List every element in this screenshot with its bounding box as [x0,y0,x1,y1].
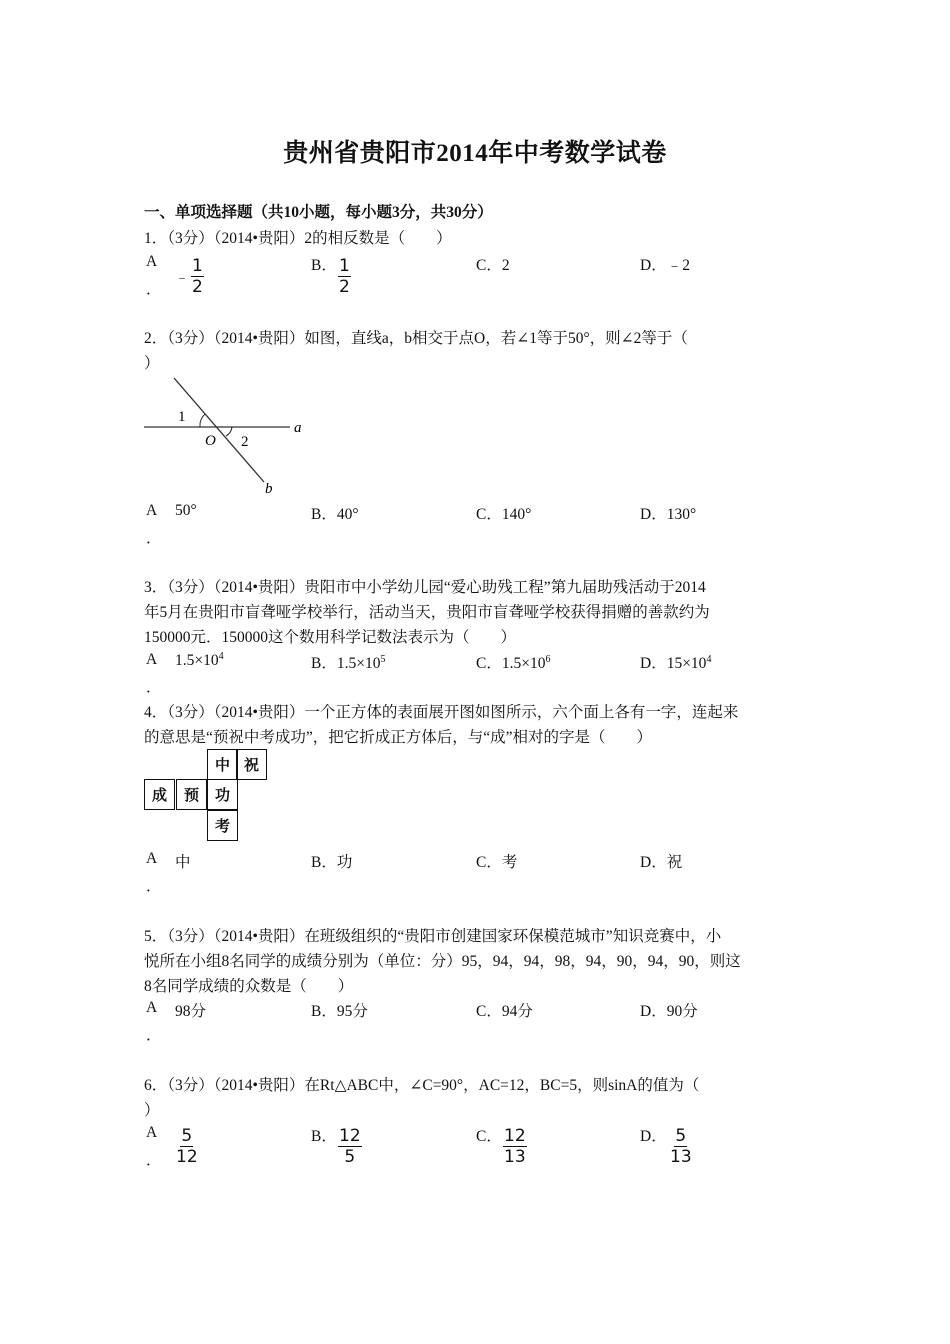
q4-option-d: D．祝 [640,854,683,871]
q6-stem-line2: ） [144,1102,160,1119]
q1-option-c: C．2 [476,257,510,274]
q1-stem: 1．（3分）（2014•贵阳）2的相反数是（ ） [144,230,452,247]
q1-option-a-label: A [146,253,158,270]
point-o-label: O [205,433,216,449]
q4-option-c: C．考 [476,854,518,871]
net-cell-kao: 考 [207,810,238,841]
q6-option-b-label: B． [311,1128,337,1145]
numerator: 5 [675,1126,687,1146]
q2-option-c: C．140° [476,506,532,523]
q3-stem-line2: 年5月在贵阳市盲聋哑学校举行，活动当天，贵阳市盲聋哑学校获得捐赠的善款约为 [144,604,710,621]
fraction [175,1126,199,1167]
denominator: 2 [192,277,203,297]
q1-option-d: D．﹣2 [640,257,690,274]
q5-option-b: B．95分 [311,1003,368,1020]
q3-option-a [175,651,224,670]
q4-option-a: 中 [175,854,191,871]
net-cell-yu: 预 [176,779,207,810]
base: B．1.5×10 [311,655,381,672]
q1-option-a [175,256,204,297]
q5-stem-line1: 5．（3分）（2014•贵阳）在班级组织的“贵阳市创建国家环保模范城市”知识竞赛中，小 [144,928,722,945]
numerator: 12 [339,1126,361,1146]
numerator: 1 [339,256,350,276]
denominator: 2 [339,277,350,297]
q6-stem-line1: 6．（3分）（2014•贵阳）在Rt△ABC中，∠C=90°，AC=12，BC=5，则sinA的值为（ [144,1077,700,1094]
intersecting-lines-figure [142,372,312,497]
fraction [338,1126,362,1167]
q3-option-a-label: A [146,651,158,668]
denominator: 13 [670,1147,692,1167]
q6-option-d-label: D． [640,1128,667,1145]
q1-option-b [338,256,351,297]
q6-option-c-label: C． [476,1128,502,1145]
net-cell-zhu: 祝 [236,749,267,780]
base: C．1.5×10 [476,655,546,672]
exponent: 4 [218,651,224,662]
q6-option-d [669,1126,693,1167]
q4-stem-line1: 4．（3分）（2014•贵阳）一个正方体的表面展开图如图所示，六个面上各有一字，连起来 [144,704,739,721]
numerator: 5 [181,1126,193,1146]
q4-stem-line2: 的意思是“预祝中考成功”，把它折成正方体后，与“成”相对的字是（ ） [144,729,653,746]
exponent: 4 [706,653,712,665]
q2-option-a-dot: ． [146,530,162,547]
denominator: 5 [344,1147,356,1167]
q6-option-c [503,1126,527,1167]
q3-stem-line1: 3．（3分）（2014•贵阳）贵阳市中小学幼儿园“爱心助残工程”第九届助残活动于2014 [144,579,706,596]
q6-option-a-dot: ． [146,1152,162,1169]
net-cell-cheng: 成 [144,779,175,810]
q5-option-a: 98分 [175,1003,207,1020]
q5-option-d: D．90分 [640,1003,698,1020]
fraction [338,256,351,297]
denominator: 13 [504,1147,526,1167]
angle-2-label: 2 [241,434,249,450]
angle-1-arc [200,414,205,427]
line-a-label: a [294,420,302,436]
numerator: 1 [192,256,203,276]
q2-option-d: D．130° [640,506,697,523]
line-b-label: b [265,481,273,497]
numerator: 12 [504,1126,526,1146]
fraction [503,1126,527,1167]
angle-2-arc [226,427,232,436]
denominator: 12 [176,1147,198,1167]
q5-option-a-dot: ． [146,1027,162,1044]
q4-option-b: B．功 [311,854,353,871]
q3-stem-line3: 150000元．150000这个数用科学记数法表示为（ ） [144,629,517,646]
q6-option-a-label: A [146,1124,158,1141]
net-cell-gong: 功 [207,779,238,810]
fraction [191,256,204,297]
q1-option-a-dot: ． [146,281,162,298]
exponent: 6 [545,653,551,665]
fraction [669,1126,693,1167]
q2-option-a: 50° [175,502,197,519]
q2-option-a-label: A [146,502,158,519]
exponent: 5 [380,653,386,665]
q2-option-b: B．40° [311,506,359,523]
base: 1.5×10 [175,652,219,670]
q5-option-c: C．94分 [476,1003,533,1020]
base: D．15×10 [640,655,707,672]
q3-option-a-dot: ． [146,679,162,696]
q2-stem-line2: ） [144,355,160,372]
q4-option-a-label: A [146,850,158,867]
q3-option-b [311,651,385,673]
line-b [174,378,264,482]
q2-stem-line1: 2．（3分）（2014•贵阳）如图，直线a，b相交于点O，若∠1等于50°，则∠2等于（ [144,330,688,347]
section-heading: 一、单项选择题（共10小题，每小题3分，共30分） [144,204,493,221]
q5-stem-line3: 8名同学成绩的众数是（ ） [144,978,354,995]
q6-option-b [338,1126,362,1167]
angle-1-label: 1 [178,409,186,425]
cube-net-figure [144,749,274,845]
q5-stem-line2: 悦所在小组8名同学的成绩分别为（单位：分）95，94，94，98，94，90，94，90，则这 [144,953,741,970]
minus-sign: ﹣ [175,270,189,286]
page-title: 贵州省贵阳市2014年中考数学试卷 [283,140,667,167]
q1-option-b-label: B． [311,257,337,274]
net-cell-zhong: 中 [207,749,238,780]
q3-option-d [640,651,711,673]
q3-option-c [476,651,550,673]
q4-option-a-dot: ． [146,878,162,895]
q6-option-a [175,1126,199,1167]
q5-option-a-label: A [146,999,158,1016]
